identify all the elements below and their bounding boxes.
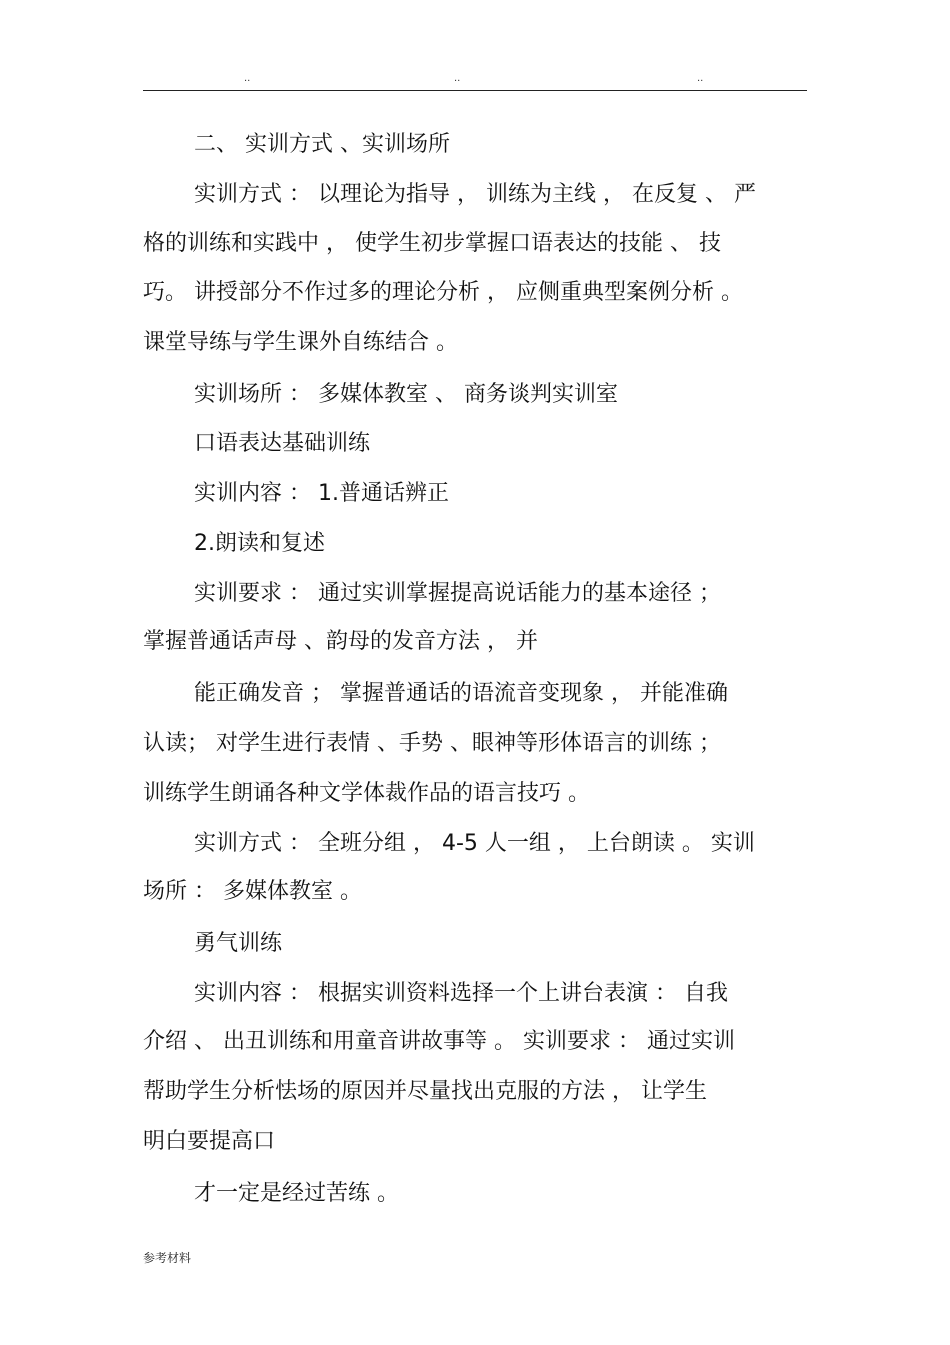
paragraph-line: 实训要求 ： 通过实训掌握提高说话能力的基本途径 ；: [194, 581, 721, 606]
paragraph-line: 认读； 对学生进行表情 、手势 、眼神等形体语言的训练 ；: [143, 731, 721, 756]
paragraph-line: 实训内容 ： 根据实训资料选择一个上讲台表演 ： 自我: [194, 981, 728, 1006]
header-mark: ..: [244, 73, 251, 84]
subsection-heading: 口语表达基础训练: [194, 431, 371, 456]
paragraph-line: 明白要提高口: [143, 1129, 276, 1154]
header-rule: [143, 90, 807, 91]
paragraph-line: 2.朗读和复述: [194, 531, 325, 556]
paragraph-line: 巧。 讲授部分不作过多的理论分析 ， 应侧重典型案例分析 。: [143, 280, 743, 305]
paragraph-line: 训练学生朗诵各种文学体裁作品的语言技巧 。: [143, 781, 590, 806]
header-mark: ..: [697, 73, 704, 84]
paragraph-line: 介绍 、 出丑训练和用童音讲故事等 。 实训要求 ： 通过实训: [143, 1029, 735, 1054]
paragraph-line: 掌握普通话声母 、韵母的发音方法 ， 并: [143, 629, 538, 654]
section-heading: 二、 实训方式 、实训场所: [194, 132, 450, 157]
paragraph-line: 实训方式 ： 全班分组 ， 4-5 人一组 ， 上台朗读 。 实训: [194, 831, 755, 856]
paragraph-line: 实训内容 ： 1.普通话辨正: [194, 481, 449, 506]
paragraph-line: 格的训练和实践中 ， 使学生初步掌握口语表达的技能 、 技: [143, 231, 721, 256]
paragraph-line: 实训场所 ： 多媒体教室 、 商务谈判实训室: [194, 382, 618, 407]
paragraph-line: 才一定是经过苦练 。: [194, 1181, 399, 1206]
paragraph-line: 场所 ： 多媒体教室 。: [143, 879, 362, 904]
subsection-heading: 勇气训练: [194, 931, 283, 956]
paragraph-line: 能正确发音 ； 掌握普通话的语流音变现象 ， 并能准确: [194, 681, 728, 706]
page-footer: 参考材料: [143, 1251, 192, 1265]
header-mark: ..: [454, 73, 461, 84]
paragraph-line: 帮助学生分析怯场的原因并尽量找出克服的方法 ， 让学生: [143, 1079, 707, 1104]
paragraph-line: 课堂导练与学生课外自练结合 。: [143, 330, 458, 355]
paragraph-line: 实训方式 ： 以理论为指导 ， 训练为主线 ， 在反复 、 严: [194, 182, 756, 207]
